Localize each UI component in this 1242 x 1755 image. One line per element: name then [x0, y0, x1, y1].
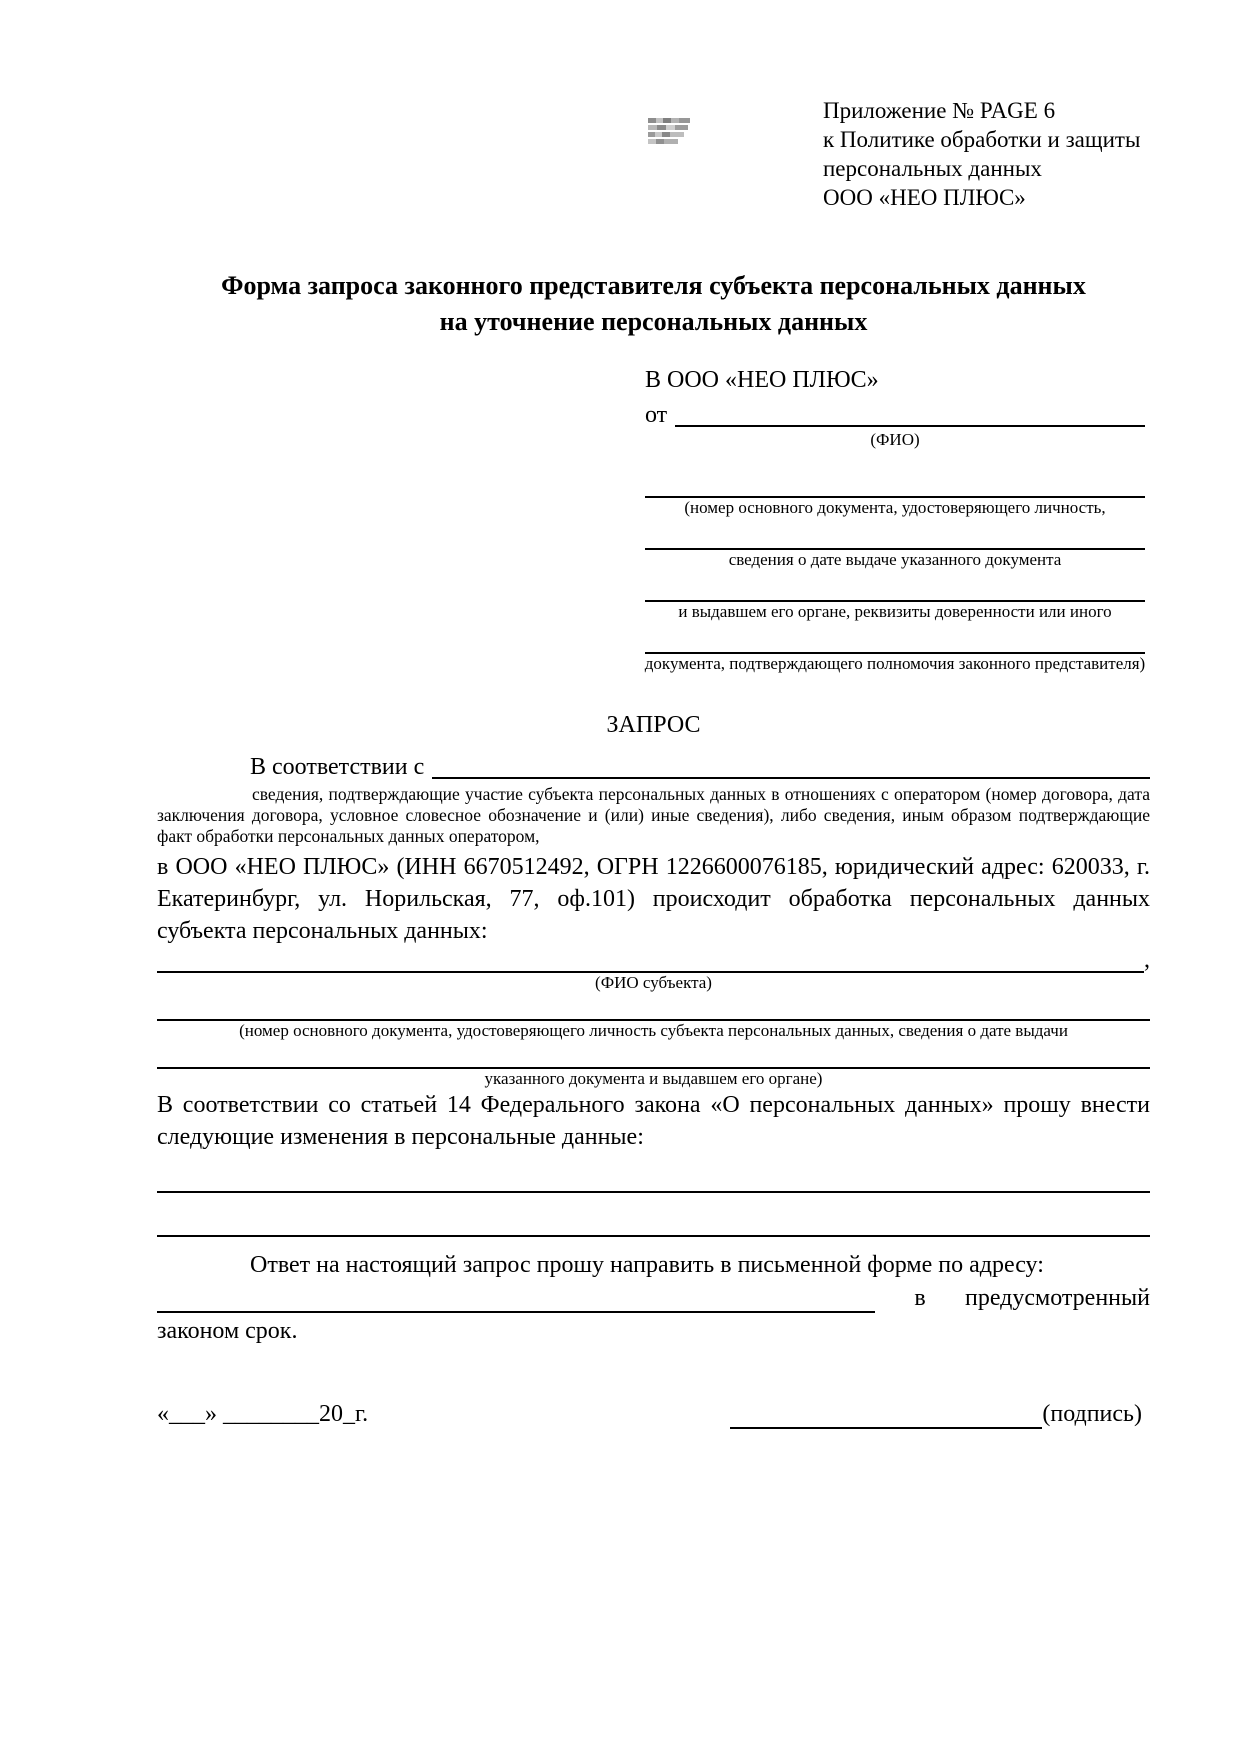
subject-caption-issuer: указанного документа и выдавшем его органе)	[484, 1069, 823, 1088]
from-field-row	[645, 400, 1145, 430]
answer-word-predusmotrennyi: предусмотренный	[964, 1285, 1150, 1311]
field-caption-fio: (ФИО)	[870, 430, 920, 449]
document-body	[157, 268, 1150, 1429]
subject-fio-blank-line	[157, 951, 1144, 973]
answer-word-v: в	[914, 1285, 926, 1311]
field-caption-authority-doc: документа, подтверждающего полномочия законного представителя)	[644, 654, 1146, 673]
blank-field-line	[645, 472, 1145, 498]
appendix-line-2: к Политике обработки и защиты	[823, 127, 1141, 152]
field-caption-doc-number: (номер основного документа, удостоверяющего личность,	[684, 498, 1106, 517]
subject-issuer-blank-line	[157, 1045, 1150, 1069]
address-blank-line	[157, 1291, 875, 1313]
title-line-1: Форма запроса законного представителя субъекта персональных данных	[221, 271, 1086, 300]
from-blank-line	[675, 424, 1145, 427]
blank-field-line	[645, 576, 1145, 602]
answer-address-row	[157, 1283, 1150, 1313]
blank-field-line	[645, 524, 1145, 550]
operator-paragraph: в ООО «НЕО ПЛЮС» (ИНН 6670512492, ОГРН 1226600076185, юридический адрес: 620033, г. Екатеринбург, ул. Норильская, 77, оф.101) происходит обработка персональных данных субъекта персональных данных:	[157, 854, 1150, 944]
from-label: от	[645, 402, 668, 428]
article-paragraph: В соответствии со статьей 14 Федерального закона «О персональных данных» прошу внести следующие изменения в персональные данные:	[157, 1092, 1150, 1150]
accordance-row	[157, 752, 1150, 782]
blank-field-line	[645, 628, 1145, 654]
field-caption-doc-issuer: и выдавшем его органе, реквизиты доверенности или иного	[678, 602, 1112, 621]
subject-fio-row	[157, 947, 1150, 973]
page-title	[157, 268, 1150, 340]
signature-group	[730, 1399, 1142, 1429]
signature-row	[157, 1399, 1150, 1429]
answer-tail: законом срок.	[157, 1318, 298, 1344]
subject-caption-doc: (номер основного документа, удостоверяющего личность субъекта персональных данных, сведения о дате выдачи	[239, 1021, 1068, 1040]
field-caption-doc-date: сведения о дате выдаче указанного документа	[728, 550, 1062, 569]
addressee-to: В ООО «НЕО ПЛЮС»	[645, 367, 879, 393]
accordance-label: В соответствии с	[250, 754, 425, 780]
footnote-text: сведения, подтверждающие участие субъекта персональных данных в отношениях с оператором (номер договора, дата заключения договора, условное словесное обозначение и (или) иные сведения), либо сведения, иным образом подтверждающие факт обработки персональных данных оператором,	[157, 784, 1150, 846]
appendix-line-4: ООО «НЕО ПЛЮС»	[823, 185, 1026, 210]
subject-fio-comma: ,	[1144, 947, 1150, 973]
subject-doc-blank-line	[157, 997, 1150, 1021]
subject-caption-fio: (ФИО субъекта)	[595, 973, 712, 992]
appendix-line-3: персональных данных	[823, 156, 1042, 181]
request-heading: ЗАПРОС	[606, 712, 701, 738]
appendix-line-1: Приложение № PAGE 6	[823, 98, 1056, 123]
accordance-blank-line	[432, 776, 1150, 779]
date-line: «___» ________20_г.	[157, 1401, 369, 1427]
signature-blank-line	[730, 1407, 1042, 1429]
changes-blank-line-2	[157, 1211, 1150, 1237]
signature-caption: (подпись)	[1042, 1401, 1142, 1427]
changes-blank-line-1	[157, 1167, 1150, 1193]
pixelated-smudge-icon	[648, 118, 690, 144]
addressee-block	[645, 364, 1145, 674]
appendix-header	[823, 96, 1163, 212]
answer-paragraph: Ответ на настоящий запрос прошу направить в письменной форме по адресу:	[250, 1252, 1044, 1278]
title-line-2: на уточнение персональных данных	[439, 307, 868, 336]
